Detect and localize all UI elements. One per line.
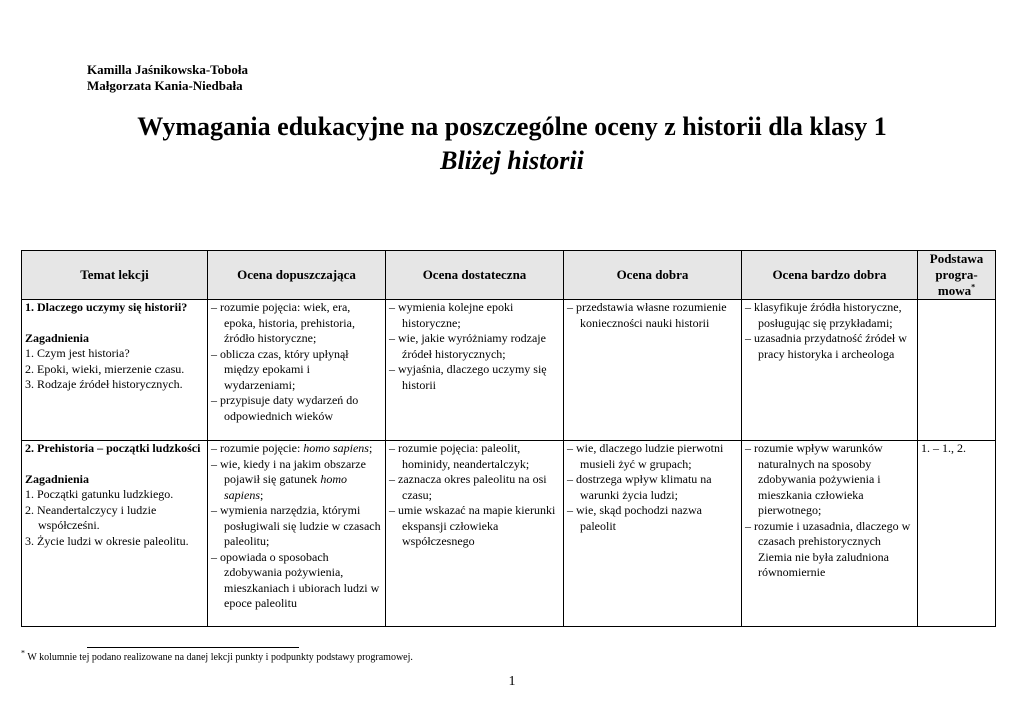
- issues-label: Zagadnienia: [25, 330, 90, 345]
- author-name: Kamilla Jaśnikowska-Toboła: [87, 62, 248, 77]
- issue-item: 1. Czym jest historia?: [25, 346, 130, 360]
- requirement-item: – wyjaśnia, dlaczego uczymy się historii: [389, 362, 547, 392]
- issue-item: 2. Epoki, wieki, mierzenie czasu.: [25, 361, 185, 376]
- requirement-item: – zaznacza okres paleolitu na osi czasu;: [389, 472, 547, 502]
- requirement-term: homo sapiens: [224, 472, 347, 502]
- issue-item: 1. Początki gatunku ludzkiego.: [25, 487, 174, 501]
- table-row: [22, 441, 996, 627]
- authors: [87, 62, 248, 94]
- issues-label: Zagadnienia: [25, 471, 90, 486]
- requirement-item: [211, 503, 382, 550]
- grade4-cell: [564, 441, 742, 627]
- grade3-cell: [386, 441, 564, 627]
- table-row: [22, 300, 996, 441]
- requirement-item: – rozumie i uzasadnia, dlaczego w czasach prehistorycznych Ziemia nie była zaludniona równomiernie: [745, 518, 911, 579]
- footnote-mark: *: [971, 282, 976, 292]
- requirement-item: – przypisuje daty wydarzeń do odpowiednich wieków: [211, 393, 359, 423]
- requirement-text: – wymienia narzędzia, którymi posługiwali się ludzie w czasach paleolitu;: [211, 503, 381, 548]
- requirement-item: – dostrzega wpływ klimatu na warunki życia ludzi;: [567, 472, 712, 502]
- requirement-item: – klasyfikuje źródła historyczne, posługując się przykładami;: [745, 300, 902, 330]
- requirement-item: – wie, dlaczego ludzie pierwotni musieli żyć w grupach;: [567, 441, 724, 471]
- requirements-table: [21, 250, 996, 627]
- requirement-item: [211, 441, 382, 457]
- lesson-title: 2. Prehistoria – początki ludzkości: [25, 441, 201, 455]
- requirement-item: – rozumie pojęcia: paleolit, hominidy, neandertalczyk;: [389, 441, 530, 471]
- grade5-cell: [742, 300, 918, 441]
- footnote-text: W kolumnie tej podano realizowane na danej lekcji punkty i podpunkty podstawy programowej.: [27, 652, 413, 663]
- requirement-item: [211, 457, 382, 504]
- footnote-separator: [87, 647, 299, 648]
- basis-cell: [918, 300, 996, 441]
- requirement-item: – rozumie pojęcia: wiek, era, epoka, historia, prehistoria, źródło historyczne;: [211, 300, 355, 345]
- requirement-text: ;: [260, 487, 264, 502]
- requirement-item: [211, 550, 382, 612]
- requirement-item: – wymienia kolejne epoki historyczne;: [389, 300, 514, 330]
- column-header-grade3: Ocena dostateczna: [386, 251, 564, 300]
- requirement-text: – opowiada o sposobach zdobywania pożywienia, mieszkaniach i ubiorach ludzi w epoce paleolitu: [211, 549, 380, 610]
- requirement-item: – umie wskazać na mapie kierunki ekspansji człowieka współczesnego: [389, 503, 556, 548]
- grade5-cell: [742, 441, 918, 627]
- lesson-cell: [22, 441, 208, 627]
- footnote: [21, 648, 413, 665]
- lesson-title: 1. Dlaczego uczymy się historii?: [25, 300, 188, 314]
- requirement-item: – uzasadnia przydatność źródeł w pracy historyka i archeologa: [745, 331, 907, 361]
- column-header-grade2: Ocena dopuszczająca: [208, 251, 386, 300]
- grade4-cell: [564, 300, 742, 441]
- table-header-row: [22, 251, 996, 300]
- column-header-topic: Temat lekcji: [22, 251, 208, 300]
- requirement-text: – wie, kiedy i na jakim obszarze pojawił się gatunek: [211, 456, 366, 486]
- requirement-item: – wie, skąd pochodzi nazwa paleolit: [567, 503, 702, 533]
- issue-item: 3. Rodzaje źródeł historycznych.: [25, 377, 183, 391]
- column-header-basis: [918, 251, 996, 300]
- grade2-cell: [208, 441, 386, 627]
- document-subtitle: Bliżej historii: [440, 146, 584, 175]
- grade3-cell: [386, 300, 564, 441]
- footnote-mark: *: [21, 648, 25, 658]
- column-header-grade5: Ocena bardzo dobra: [742, 251, 918, 300]
- issue-item: 2. Neandertalczycy i ludzie współcześni.: [25, 502, 157, 532]
- author-name: Małgorzata Kania-Niedbała: [87, 78, 243, 93]
- requirement-item: – rozumie wpływ warunków naturalnych na sposoby zdobywania pożywienia i mieszkania człowieka pierwotnego;: [745, 441, 883, 517]
- lesson-cell: [22, 300, 208, 441]
- column-header-grade4: Ocena dobra: [564, 251, 742, 300]
- requirement-item: – oblicza czas, który upłynął między epokami i wydarzeniami;: [211, 346, 349, 392]
- basis-header-label: Podstawa progra-mowa: [929, 251, 984, 298]
- page-number: 1: [508, 674, 516, 689]
- requirement-item: – przedstawia własne rozumienie konieczności nauki historii: [567, 300, 727, 330]
- requirement-term: homo sapiens: [303, 441, 369, 455]
- issue-item: 3. Życie ludzi w okresie paleolitu.: [25, 533, 189, 548]
- basis-cell: 1. – 1., 2.: [918, 441, 996, 627]
- document-title: Wymagania edukacyjne na poszczególne oceny z historii dla klasy 1: [137, 112, 887, 141]
- requirement-text: ;: [368, 441, 373, 455]
- requirement-text: – rozumie pojęcie:: [211, 441, 304, 455]
- requirement-item: – wie, jakie wyróżniamy rodzaje źródeł historycznych;: [389, 331, 546, 361]
- grade2-cell: [208, 300, 386, 441]
